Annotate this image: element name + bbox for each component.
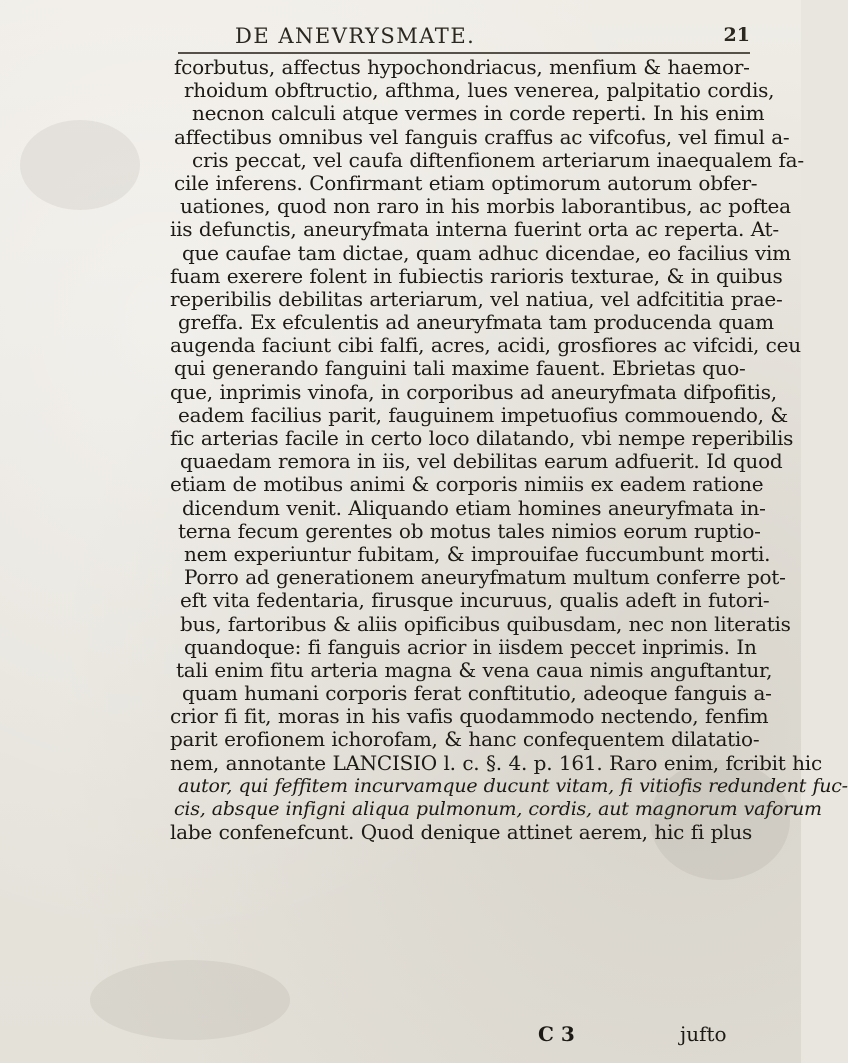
text-line: fic arterias facile in certo loco dilatando, vbi nempe reperibilis [170,426,794,450]
text-line: uationes, quod non raro in his morbis laborantibus, ac poftea [180,194,791,219]
text-line: rhoidum obftructio, afthma, lues venerea, palpitatio cordis, [184,78,775,103]
signature-mark: C 3 [538,1022,575,1046]
text-line: labe confenefcunt. Quod denique attinet aerem, hic fi plus [170,820,752,845]
text-line: terna fecum gerentes ob motus tales nimios eorum ruptio- [178,518,761,543]
text-line: quandoque: fi fanguis acrior in iisdem peccet inprimis. In [184,634,757,659]
text-line: quam humani corporis ferat conftitutio, adeoque fanguis a- [182,681,772,706]
catchword: jufto [680,1022,727,1046]
running-head: DE ANEVRYSMATE. [235,24,476,48]
paper-stain [90,960,290,1040]
paper-stain [20,120,140,210]
text-line: cris peccat, vel caufa diftenfionem arteriarum inaequalem fa- [192,147,804,172]
text-line: augenda faciunt cibi falfi, acres, acidi, grosfiores ac vifcidi, ceu [170,333,801,358]
text-line: cile inferens. Confirmant etiam optimorum autorum obfer- [174,170,758,195]
text-line: tali enim fitu arteria magna & vena caua nimis anguftantur, [176,657,773,682]
text-line: cis, absque infigni aliqua pulmonum, cordis, aut magnorum vaforum [174,798,822,820]
text-line: iis defunctis, aneuryfmata interna fuerint orta ac reperta. At- [170,217,779,242]
text-line: crior fi fit, moras in his vafis quodammodo nectendo, fenfim [170,704,769,729]
body-text [170,55,848,845]
text-line: eft vita fedentaria, firusque incuruus, qualis adeft in futori- [180,588,770,613]
text-line: que caufae tam dictae, quam adhuc dicendae, eo facilius vim [182,240,791,265]
page-header [180,20,750,56]
text-line: Porro ad generationem aneuryfmatum multum conferre pot- [184,565,786,590]
text-line: fcorbutus, affectus hypochondriacus, menfium & haemor- [174,55,750,79]
text-line: quaedam remora in iis, vel debilitas earum adfuerit. Id quod [180,449,783,474]
text-line: nem, annotante LANCISIO l. c. §. 4. p. 161. Raro enim, fcribit hic [170,750,822,775]
text-line: eadem facilius parit, fauguinem impetuofius commouendo, & [178,402,788,427]
header-rule [178,52,750,54]
text-line: autor, qui feffitem incurvamque ducunt vitam, fi vitiofis redundent fuc- [178,774,848,797]
text-line: parit erofionem ichorofam, & hanc confequentem dilatatio- [170,727,760,752]
text-line: bus, fartoribus & aliis opificibus quibusdam, nec non literatis [180,611,791,636]
text-line: qui generando fanguini tali maxime fauent. Ebrietas quo- [174,356,746,381]
text-line: greffa. Ex efculentis ad aneuryfmata tam producenda quam [178,310,774,335]
text-line: nem experiuntur fubitam, & improuifae fuccumbunt morti. [184,541,771,566]
text-line: reperibilis debilitas arteriarum, vel natiua, vel adfcititia prae- [170,286,783,311]
text-line: dicendum venit. Aliquando etiam homines aneuryfmata in- [182,495,766,520]
text-line: que, inprimis vinofa, in corporibus ad aneuryfmata difpofitis, [170,379,777,404]
text-line: etiam de motibus animi & corporis nimiis ex eadem ratione [170,472,764,497]
text-line: necnon calculi atque vermes in corde reperti. In his enim [192,101,765,126]
text-line: affectibus omnibus vel fanguis craffus ac vifcofus, vel fimul a- [174,124,790,149]
page-number: 21 [723,24,750,46]
text-line: fuam exerere folent in fubiectis rarioris texturae, & in quibus [170,263,783,288]
